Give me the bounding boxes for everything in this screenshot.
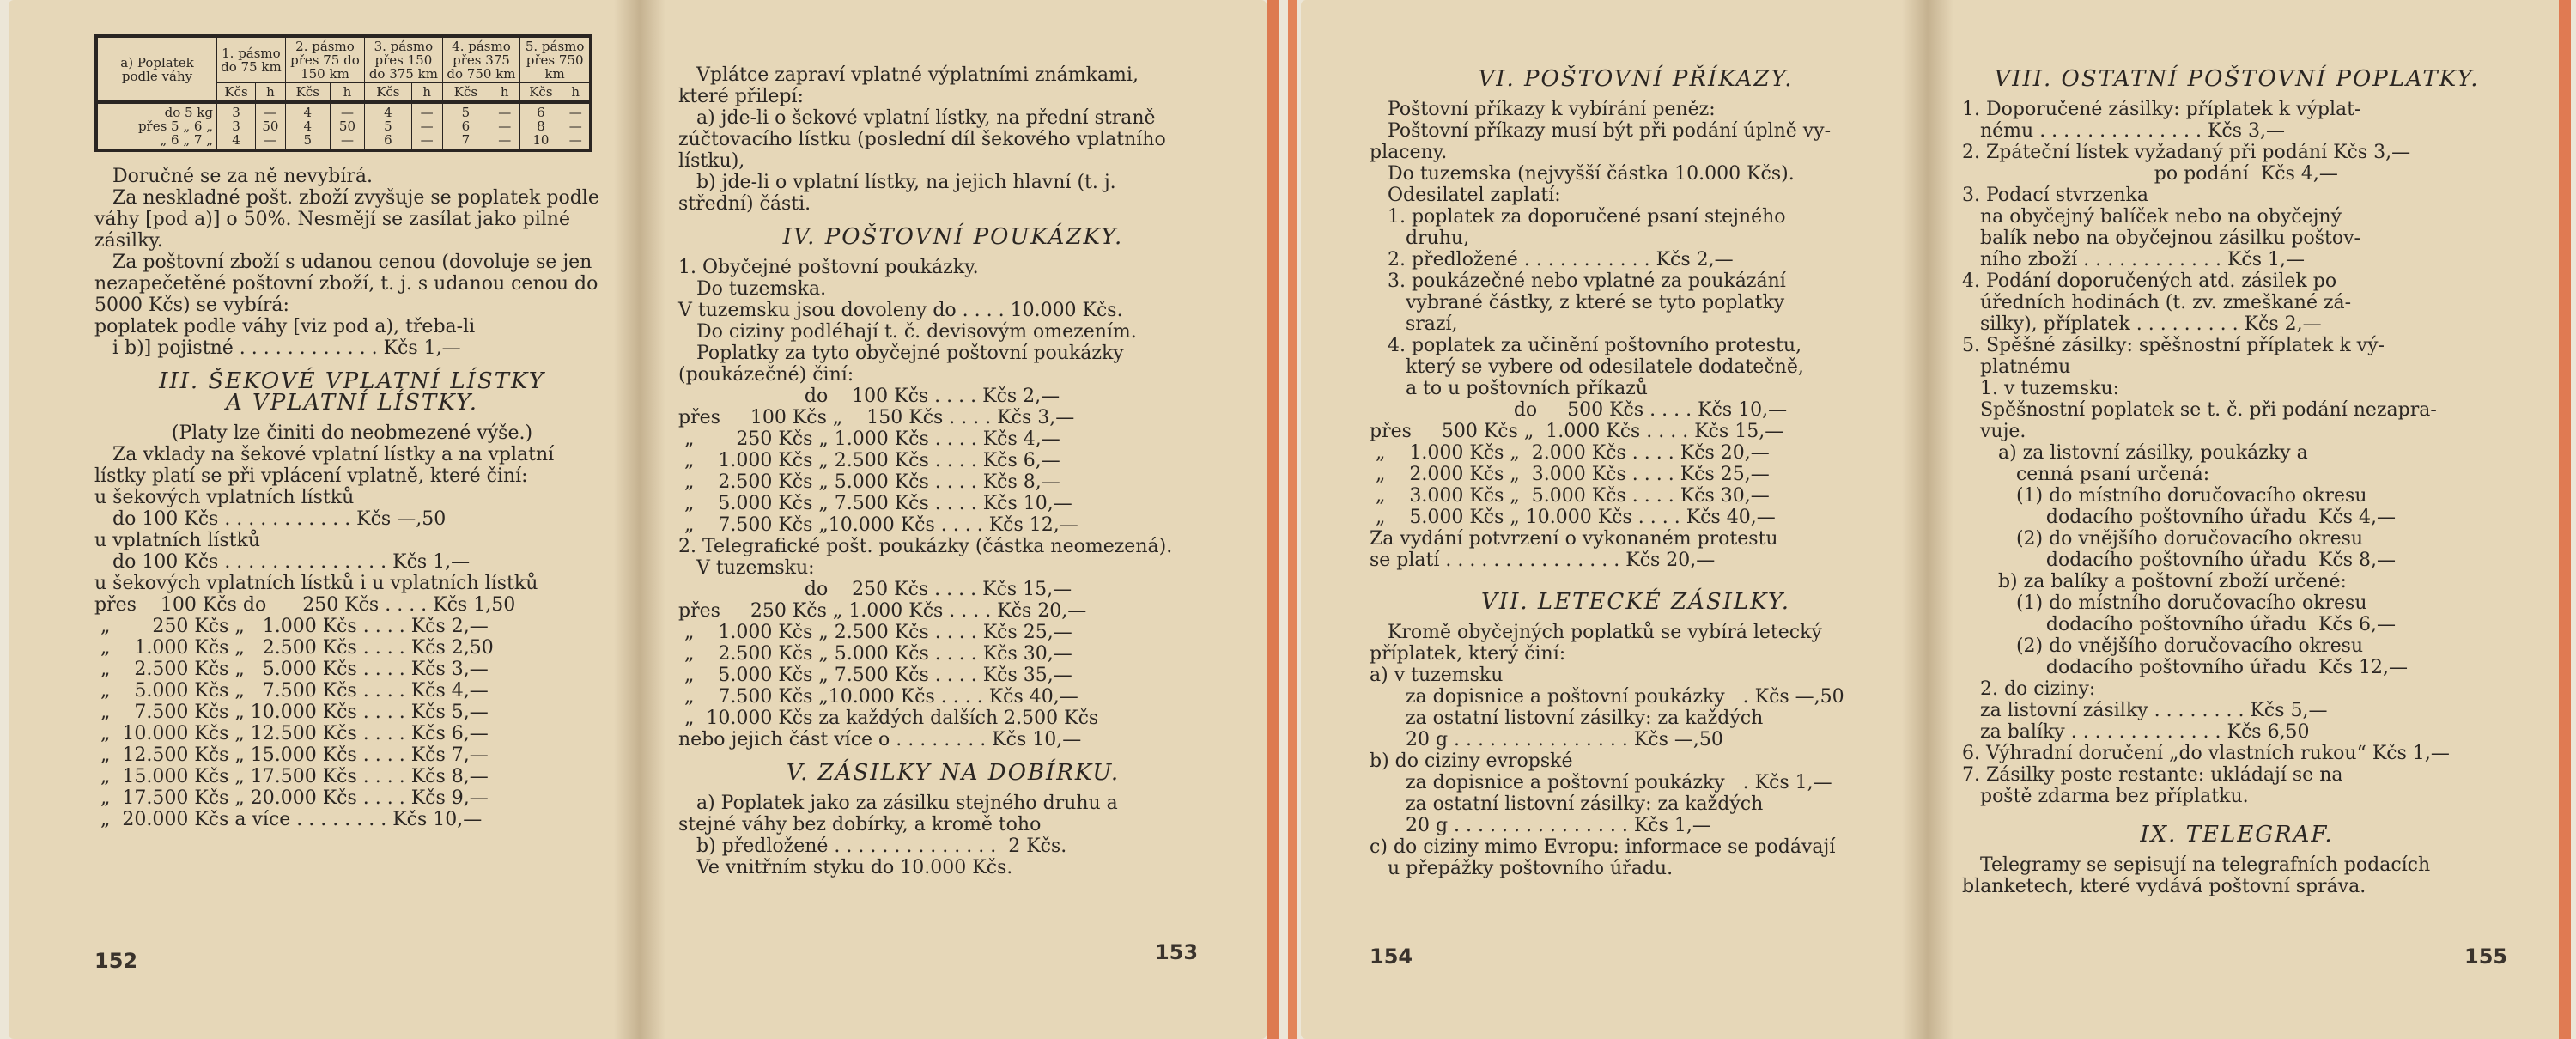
text-line: blanketech, které vydává poštovní správa. xyxy=(1962,876,2366,897)
rate-table xyxy=(94,34,592,152)
unit-h: h xyxy=(489,83,520,103)
text-line: Za vklady na šekové vplatní lístky a na vplatní xyxy=(94,444,555,465)
row-label-2: přes 5 „ 6 „ xyxy=(137,118,213,134)
text-line: nému . . . . . . . . . . . . . . Kčs 3,— xyxy=(1962,120,2286,142)
text-line: (poukázečné) činí: xyxy=(678,364,854,386)
right-page-edge-left xyxy=(1288,0,1297,1039)
text-line: ního zboží . . . . . . . . . . . . Kčs 1,— xyxy=(1962,249,2305,270)
text-line: Za vydání potvrzení o vykonaném protestu xyxy=(1370,528,1778,550)
unit-h: h xyxy=(411,83,442,103)
text-line: „ 5.000 Kčs „ 7.500 Kčs . . . . Kčs 4,— xyxy=(94,680,489,702)
text-line: i b)] pojistné . . . . . . . . . . . . Kčs 1,— xyxy=(94,337,461,359)
text-line: u šekových vplatních lístků i u vplatních lístků xyxy=(94,573,538,594)
text-line: a) Poplatek jako za zásilku stejného druhu a xyxy=(678,793,1118,814)
text-line: přes 500 Kčs „ 1.000 Kčs . . . . Kčs 15,— xyxy=(1370,421,1784,442)
text-line: za ostatní listovní zásilky: za každých xyxy=(1370,793,1764,815)
text-line: Za neskladné pošt. zboží zvyšuje se poplatek podle xyxy=(94,187,599,209)
text-line: Do tuzemska (nejvyšší částka 10.000 Kčs). xyxy=(1370,163,1795,185)
text-line: a) za listovní zásilky, poukázky a xyxy=(1962,442,2308,464)
text-line: dodacího poštovního úřadu Kčs 6,— xyxy=(1962,614,2397,635)
text-line: váhy [pod a)] o 50%. Nesmějí se zasílat jako pilné xyxy=(94,209,570,230)
text-line: 1. Doporučené zásilky: příplatek k výplat- xyxy=(1962,99,2361,120)
text-line: u vplatních lístků xyxy=(94,530,261,551)
text-line: 4. Podání doporučených atd. zásilek po xyxy=(1962,270,2337,292)
section-heading-vi: VI. POŠTOVNÍ PŘÍKAZY. xyxy=(1478,66,1794,92)
text-line: 6. Výhradní doručení „do vlastních rukou“ Kčs 1,— xyxy=(1962,743,2450,764)
text-line: Ve vnitřním styku do 10.000 Kčs. xyxy=(678,857,1013,878)
section-heading-ix: IX. TELEGRAF. xyxy=(2140,822,2334,848)
text-line: „ 10.000 Kčs „ 12.500 Kčs . . . . Kčs 6,— xyxy=(94,723,489,744)
text-line: „ 10.000 Kčs za každých dalších 2.500 Kčs xyxy=(678,708,1099,729)
text-line: (1) do místního doručovacího okresu xyxy=(1962,592,2367,614)
zone-5-header: 5. pásmo přes 750 km xyxy=(520,36,591,83)
text-line: „ 3.000 Kčs „ 5.000 Kčs . . . . Kčs 30,— xyxy=(1370,485,1770,507)
rate-table-header-label: a) Poplatek podle váhy xyxy=(96,36,217,102)
text-line: a to u poštovních příkazů xyxy=(1370,378,1648,399)
text-line: Vplátce zapraví vplatné výplatními známkami, xyxy=(678,64,1139,86)
section-heading-iii-cont: A VPLATNÍ LÍSTKY. xyxy=(225,390,479,416)
text-line: který se vybere od odesilatele dodatečně, xyxy=(1370,356,1804,378)
cell: — — — xyxy=(489,102,520,150)
text-line: „ 1.000 Kčs „ 2.000 Kčs . . . . Kčs 20,— xyxy=(1370,442,1770,464)
text-line: střední) části. xyxy=(678,193,811,215)
text-line: Telegramy se sepisují na telegrafních podacích xyxy=(1962,854,2431,876)
text-line: příplatek, který činí: xyxy=(1370,643,1566,665)
text-line: druhu, xyxy=(1370,228,1470,249)
text-line: (1) do místního doručovacího okresu xyxy=(1962,485,2367,507)
section-subtitle: (Platy lze činiti do neobmezené výše.) xyxy=(171,422,533,444)
text-line: dodacího poštovního úřadu Kčs 8,— xyxy=(1962,550,2397,571)
section-heading-v: V. ZÁSILKY NA DOBÍRKU. xyxy=(786,760,1121,786)
text-line: 5000 Kčs) se vybírá: xyxy=(94,295,289,316)
text-line: přes 100 Kčs „ 150 Kčs . . . . Kčs 3,— xyxy=(678,407,1075,428)
text-line: 1. Obyčejné poštovní poukázky. xyxy=(678,257,979,278)
text-line: 1. poplatek za doporučené psaní stejného xyxy=(1370,206,1786,228)
text-line: 7. Zásilky poste restante: ukládají se na xyxy=(1962,764,2343,786)
right-page-edge xyxy=(2559,0,2571,1039)
zone-3-header: 3. pásmo přes 150 do 375 km xyxy=(365,36,443,83)
right-spine-shadow xyxy=(1902,0,1953,1039)
text-line: „ 7.500 Kčs „10.000 Kčs . . . . Kčs 40,— xyxy=(678,686,1078,708)
text-line: 2. do ciziny: xyxy=(1962,678,2096,700)
section-heading-viii: VIII. OSTATNÍ POŠTOVNÍ POPLATKY. xyxy=(1994,66,2480,92)
text-line: Odesilatel zaplatí: xyxy=(1370,185,1561,206)
cell: 4 5 6 xyxy=(365,102,412,150)
page-153 xyxy=(678,64,1228,1013)
text-line: „ 7.500 Kčs „ 10.000 Kčs . . . . Kčs 5,— xyxy=(94,702,489,723)
text-line: a) v tuzemsku xyxy=(1370,665,1504,686)
text-line: 2. předložené . . . . . . . . . . . Kčs 2,— xyxy=(1370,249,1734,270)
text-line: za listovní zásilky . . . . . . . . Kčs 5,— xyxy=(1962,700,2328,721)
zone-4-header: 4. pásmo přes 375 do 750 km xyxy=(442,36,520,83)
text-line: Spěšnostní poplatek se t. č. při podání nezapra- xyxy=(1962,399,2437,421)
text-line: V tuzemsku jsou dovoleny do . . . . 10.000 Kčs. xyxy=(678,300,1123,321)
text-line: které přilepí: xyxy=(678,86,804,107)
text-line: b) do ciziny evropské xyxy=(1370,750,1573,772)
text-line: 3. poukázečné nebo vplatné za poukázání xyxy=(1370,270,1786,292)
text-line: 2. Telegrafické pošt. poukázky (částka neomezená). xyxy=(678,536,1173,557)
left-page-edge xyxy=(1267,0,1279,1039)
text-line: Do ciziny podléhají t. č. devisovým omezením. xyxy=(678,321,1137,343)
text-line: za balíky . . . . . . . . . . . . . Kčs 6,50 xyxy=(1962,721,2310,743)
text-line: „ 20.000 Kčs a více . . . . . . . . Kčs 10,— xyxy=(94,809,483,830)
unit-h: h xyxy=(256,83,286,103)
text-line: „ 5.000 Kčs „ 7.500 Kčs . . . . Kčs 35,— xyxy=(678,665,1072,686)
text-line: „ 12.500 Kčs „ 15.000 Kčs . . . . Kčs 7,— xyxy=(94,744,489,766)
text-line: b) předložené . . . . . . . . . . . . . . 2 Kčs. xyxy=(678,835,1067,857)
page-152 xyxy=(94,34,610,1013)
text-line: za ostatní listovní zásilky: za každých xyxy=(1370,708,1764,729)
text-line: do 100 Kčs . . . . Kčs 2,— xyxy=(678,386,1060,407)
page-number-153: 153 xyxy=(1155,940,1199,964)
text-line: 3. Podací stvrzenka xyxy=(1962,185,2148,206)
text-line: „ 15.000 Kčs „ 17.500 Kčs . . . . Kčs 8,— xyxy=(94,766,489,787)
text-line: do 100 Kčs . . . . . . . . . . . Kčs —,50 xyxy=(94,508,447,530)
text-line: lístku), xyxy=(678,150,745,172)
text-line: srazí, xyxy=(1370,313,1458,335)
text-line: vybrané částky, z které se tyto poplatky xyxy=(1370,292,1785,313)
text-line: do 100 Kčs . . . . . . . . . . . . . . Kčs 1,— xyxy=(94,551,471,573)
text-line: za dopisnice a poštovní poukázky . Kčs 1,— xyxy=(1370,772,1832,793)
text-line: „ 5.000 Kčs „ 7.500 Kčs . . . . Kčs 10,— xyxy=(678,493,1072,514)
text-line: přes 250 Kčs „ 1.000 Kčs . . . . Kčs 20,— xyxy=(678,600,1087,622)
unit-h: h xyxy=(330,83,364,103)
zone-2-header: 2. pásmo přes 75 do 150 km xyxy=(285,36,364,83)
cell: — 50 — xyxy=(256,102,286,150)
page-number-154: 154 xyxy=(1370,945,1413,969)
section-heading-vii: VII. LETECKÉ ZÁSILKY. xyxy=(1481,589,1790,615)
text-line: po podání Kčs 4,— xyxy=(1962,163,2338,185)
cell: — 50 — xyxy=(330,102,364,150)
text-line: zúčtovacího lístku (poslední díl šekového vplatního xyxy=(678,129,1166,150)
row-label-3: „ 6 „ 7 „ xyxy=(160,132,213,148)
text-line: nebo jejich část více o . . . . . . . . Kčs 10,— xyxy=(678,729,1082,750)
text-line: b) za balíky a poštovní zboží určené: xyxy=(1962,571,2347,592)
cell: 4 4 5 xyxy=(285,102,330,150)
text-line: u přepážky poštovního úřadu. xyxy=(1370,858,1674,879)
text-line: dodacího poštovního úřadu Kčs 12,— xyxy=(1962,657,2409,678)
unit-h: h xyxy=(562,83,591,103)
text-line: cenná psaní určená: xyxy=(1962,464,2210,485)
unit-kc: Kčs xyxy=(365,83,412,103)
text-line: „ 5.000 Kčs „ 10.000 Kčs . . . . Kčs 40,— xyxy=(1370,507,1776,528)
text-line: (2) do vnějšího doručovacího okresu xyxy=(1962,635,2364,657)
text-line: za dopisnice a poštovní poukázky . Kčs —,50 xyxy=(1370,686,1844,708)
text-line: silky), příplatek . . . . . . . . . Kčs 2,— xyxy=(1962,313,2322,335)
text-line: (2) do vnějšího doručovacího okresu xyxy=(1962,528,2364,550)
text-line: se platí . . . . . . . . . . . . . . . Kčs 20,— xyxy=(1370,550,1716,571)
cell: — — — xyxy=(562,102,591,150)
text-line: poplatek podle váhy [viz pod a), třeba-li xyxy=(94,316,476,337)
text-line: „ 250 Kčs „ 1.000 Kčs . . . . Kčs 4,— xyxy=(678,428,1060,450)
unit-kc: Kčs xyxy=(217,83,256,103)
page-number-155: 155 xyxy=(2464,945,2508,969)
text-line: „ 7.500 Kčs „10.000 Kčs . . . . Kčs 12,— xyxy=(678,514,1078,536)
text-line: Poštovní příkazy musí být při podání úplně vy- xyxy=(1370,120,1832,142)
row-label xyxy=(96,102,217,150)
cell: — — — xyxy=(411,102,442,150)
text-line: přes 100 Kčs do 250 Kčs . . . . Kčs 1,50 xyxy=(94,594,516,616)
text-line: Za poštovní zboží s udanou cenou (dovoluje se jen xyxy=(94,252,592,273)
text-line: Kromě obyčejných poplatků se vybírá letecký xyxy=(1370,622,1822,643)
text-line: Poplatky za tyto obyčejné poštovní poukázky xyxy=(678,343,1124,364)
left-spine-shadow xyxy=(614,0,665,1039)
text-line: Doručné se za ně nevybírá. xyxy=(94,166,374,187)
text-line: 4. poplatek za učinění poštovního protestu, xyxy=(1370,335,1802,356)
text-line: 2. Zpáteční lístek vyžadaný při podání Kčs 3,— xyxy=(1962,142,2411,163)
text-line: vuje. xyxy=(1962,421,2026,442)
page-154 xyxy=(1370,66,1902,1013)
unit-kc: Kčs xyxy=(520,83,562,103)
text-line: „ 1.000 Kčs „ 2.500 Kčs . . . . Kčs 25,— xyxy=(678,622,1072,643)
text-line: dodacího poštovního úřadu Kčs 4,— xyxy=(1962,507,2397,528)
text-line: lístky platí se při vplácení vplatně, které činí: xyxy=(94,465,528,487)
text-line: stejné váhy bez dobírky, a kromě toho xyxy=(678,814,1042,835)
text-line: „ 2.500 Kčs „ 5.000 Kčs . . . . Kčs 30,— xyxy=(678,643,1072,665)
text-line: 1. v tuzemsku: xyxy=(1962,378,2120,399)
row-label-1: do 5 kg xyxy=(164,105,213,120)
text-line: 20 g . . . . . . . . . . . . . . . Kčs —,50 xyxy=(1370,729,1723,750)
cell: 6 8 10 xyxy=(520,102,562,150)
text-line: balík nebo na obyčejnou zásilku poštov- xyxy=(1962,228,2360,249)
unit-kc: Kčs xyxy=(442,83,489,103)
text-line: „ 2.500 Kčs „ 5.000 Kčs . . . . Kčs 8,— xyxy=(678,471,1060,493)
text-line: na obyčejný balíček nebo na obyčejný xyxy=(1962,206,2342,228)
text-line: Do tuzemska. xyxy=(678,278,827,300)
cell: 5 6 7 xyxy=(442,102,489,150)
text-line: poště zdarma bez příplatku. xyxy=(1962,786,2249,807)
text-line: nezapečetěné poštovní zboží, t. j. s udanou cenou do xyxy=(94,273,598,295)
text-line: placeny. xyxy=(1370,142,1448,163)
text-line: „ 2.000 Kčs „ 3.000 Kčs . . . . Kčs 25,— xyxy=(1370,464,1770,485)
section-heading-iv: IV. POŠTOVNÍ POUKÁZKY. xyxy=(782,224,1124,250)
unit-kc: Kčs xyxy=(285,83,330,103)
text-line: do 500 Kčs . . . . Kčs 10,— xyxy=(1370,399,1788,421)
text-line: „ 2.500 Kčs „ 5.000 Kčs . . . . Kčs 3,— xyxy=(94,659,489,680)
text-line: V tuzemsku: xyxy=(678,557,815,579)
text-line: c) do ciziny mimo Evropu: informace se podávají xyxy=(1370,836,1836,858)
text-line: u šekových vplatních lístků xyxy=(94,487,355,508)
text-line: 5. Spěšné zásilky: spěšnostní příplatek k vý- xyxy=(1962,335,2385,356)
text-line: „ 17.500 Kčs „ 20.000 Kčs . . . . Kčs 9,— xyxy=(94,787,489,809)
text-line: zásilky. xyxy=(94,230,163,252)
text-line: Poštovní příkazy k vybírání peněz: xyxy=(1370,99,1716,120)
text-line: „ 1.000 Kčs „ 2.500 Kčs . . . . Kčs 6,— xyxy=(678,450,1060,471)
cell: 3 3 4 xyxy=(217,102,256,150)
section-heading-iii: III. ŠEKOVÉ VPLATNÍ LÍSTKY xyxy=(159,368,545,394)
text-line: úředních hodinách (t. zv. zmeškané zá- xyxy=(1962,292,2352,313)
text-line: 20 g . . . . . . . . . . . . . . . Kčs 1,— xyxy=(1370,815,1711,836)
text-line: do 250 Kčs . . . . Kčs 15,— xyxy=(678,579,1072,600)
text-line: a) jde-li o šekové vplatní lístky, na přední straně xyxy=(678,107,1156,129)
text-line: „ 250 Kčs „ 1.000 Kčs . . . . Kčs 2,— xyxy=(94,616,489,637)
zone-1-header: 1. pásmo do 75 km xyxy=(217,36,286,83)
page-155 xyxy=(1962,66,2512,1013)
page-number-152: 152 xyxy=(94,949,138,973)
text-line: platnému xyxy=(1962,356,2071,378)
text-line: „ 1.000 Kčs „ 2.500 Kčs . . . . Kčs 2,50 xyxy=(94,637,494,659)
text-line: b) jde-li o vplatní lístky, na jejich hlavní (t. j. xyxy=(678,172,1116,193)
